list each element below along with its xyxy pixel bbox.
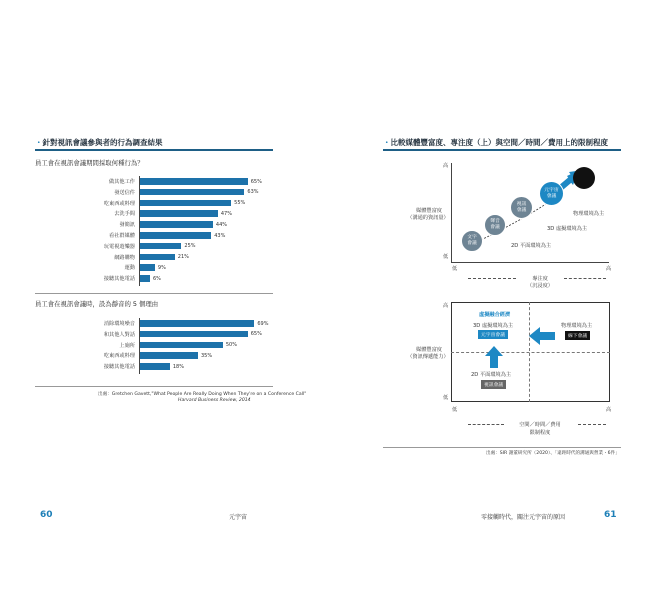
text-meeting-label: 文字 會議 bbox=[467, 235, 477, 246]
offline-meeting-box: 線下會議 bbox=[565, 331, 590, 340]
chart2-question: 員工會在視訊會議時，設為靜音的 5 個理由 bbox=[35, 300, 159, 308]
right-source-divider bbox=[383, 447, 621, 448]
chart1-bar bbox=[140, 243, 181, 250]
bottom-x-low: 低 bbox=[452, 407, 458, 413]
left-source-line1: 出處：Gretchen Gavett,"What People Are Really Doing When They're on a Conference Call" bbox=[98, 392, 307, 397]
chart2-bar bbox=[140, 342, 223, 349]
chart1-bar bbox=[140, 221, 213, 228]
chart1-category-label: 看社群媒體 bbox=[109, 233, 135, 239]
chart1-value-label: 47% bbox=[220, 210, 232, 217]
chart1-category-label: 去洗手間 bbox=[114, 211, 135, 218]
top-x-label-2: （沉浸度） bbox=[527, 283, 553, 289]
metaverse-meeting-box: 元宇宙會議 bbox=[478, 330, 508, 339]
bottom-x-label-2: 限制程度 bbox=[529, 430, 551, 436]
env-3d-label: 3D 虛擬環境為主 bbox=[473, 323, 514, 329]
left-source-line2: Harvard Business Review, 2014 bbox=[178, 398, 251, 403]
right-section-title-text: 比較媒體豐富度、專注度（上）與空間／時間／費用上的限制程度 bbox=[390, 138, 608, 147]
annot-3d: 3D 虛擬環境為主 bbox=[547, 226, 588, 232]
chart1-category-label: 發送信件 bbox=[114, 189, 135, 196]
top-x-arrow-left bbox=[468, 278, 516, 279]
chart1-bar bbox=[140, 275, 150, 282]
top-y-high: 高 bbox=[443, 163, 449, 169]
bottom-y-label-1: 媒體豐富度 bbox=[416, 347, 442, 353]
top-y-low: 低 bbox=[443, 254, 449, 260]
video-meeting-box: 視訊會議 bbox=[481, 380, 506, 389]
top-x-arrow-right bbox=[564, 278, 606, 279]
chart1-category-label: 運動 bbox=[124, 265, 135, 272]
chart1-value-label: 65% bbox=[250, 178, 262, 185]
right-title-rule bbox=[383, 149, 621, 151]
annot-2d: 2D 平面環境為主 bbox=[511, 243, 552, 249]
chart1-value-label: 63% bbox=[247, 189, 259, 196]
chart1-category-label: 玩電視遊樂器 bbox=[103, 243, 135, 250]
metaverse-meeting-label: 元宇宙 會議 bbox=[544, 187, 559, 199]
annot-physical: 物理環境為主 bbox=[573, 211, 605, 217]
right-section-title: ・比較媒體豐富度、專注度（上）與空間／時間／費用上的限制程度 bbox=[383, 138, 608, 147]
voice-meeting-circle bbox=[484, 214, 506, 236]
bottom-x-arrow-right bbox=[578, 424, 606, 425]
top-x-low: 低 bbox=[452, 266, 458, 272]
chart2-bar bbox=[140, 320, 254, 327]
chart1-bar bbox=[140, 210, 218, 217]
chart1-value-label: 6% bbox=[152, 275, 161, 282]
chart-divider bbox=[35, 293, 273, 294]
voice-meeting-label: 聲音 會議 bbox=[490, 219, 500, 230]
source-divider bbox=[35, 386, 273, 387]
bottom-x-high: 高 bbox=[606, 407, 612, 413]
left-page-number: 60 bbox=[40, 510, 53, 520]
chart1-bar bbox=[140, 254, 175, 261]
chart1-value-label: 21% bbox=[177, 254, 189, 261]
chart1-bar bbox=[140, 264, 155, 271]
chart1-category-label: 做其他工作 bbox=[109, 179, 135, 185]
chart1-value-label: 43% bbox=[214, 232, 226, 239]
top-y-label-1: 媒體豐富度 bbox=[416, 208, 442, 214]
right-footer-title: 零接觸時代，關注元宇宙的原因 bbox=[481, 514, 566, 521]
chart2-value-label: 50% bbox=[225, 342, 237, 349]
video-meeting-label: 視訊 會議 bbox=[516, 201, 527, 213]
chart1-value-label: 55% bbox=[234, 200, 246, 207]
chart2-category-label: 和其他人對話 bbox=[103, 331, 135, 338]
top-x-high: 高 bbox=[606, 266, 612, 272]
chart1-bar bbox=[140, 189, 244, 196]
bottom-y-high: 高 bbox=[443, 303, 449, 309]
chart2-value-label: 65% bbox=[250, 331, 262, 338]
chart1-bar bbox=[140, 178, 248, 185]
env-2d-label: 2D 平面環境為主 bbox=[471, 372, 512, 378]
left-title-rule bbox=[35, 149, 273, 151]
chart2-category-label: 上廁所 bbox=[119, 342, 135, 349]
bottom-y-low: 低 bbox=[443, 395, 449, 401]
chart1-bar bbox=[140, 200, 231, 207]
chart2-value-label: 35% bbox=[201, 352, 213, 359]
physical-meeting-circle bbox=[573, 167, 595, 189]
bottom-x-label-1: 空間／時間／費用 bbox=[519, 422, 561, 428]
chart1-bar bbox=[140, 232, 211, 239]
up-arrow-icon bbox=[484, 345, 504, 369]
bottom-y-label-2: （資訊傳遞能力） bbox=[407, 354, 449, 360]
top-y-label-2: （溝通的資訊量） bbox=[407, 215, 449, 221]
quadrant-hline bbox=[451, 352, 610, 353]
chart2-bar bbox=[140, 363, 170, 370]
left-section-title: ・針對視訊會議參與者的行為調查結果 bbox=[35, 138, 163, 147]
text-meeting-circle bbox=[461, 230, 483, 252]
chart1-question: 員工會在視訊會議期間採取何種行為？ bbox=[35, 159, 144, 167]
right-source: 出處：SIR 謝董研究所（2020）、「遠距時代的溝通與營業・6件」 bbox=[486, 451, 620, 456]
metaverse-meeting-circle bbox=[539, 181, 564, 206]
left-footer-title: 元宇宙 bbox=[229, 514, 248, 521]
chart2-category-label: 消除環境噪音 bbox=[103, 321, 135, 327]
chart1-category-label: 網路購物 bbox=[114, 254, 135, 261]
top-x-label-1: 專注度 bbox=[532, 276, 548, 282]
chart2-category-label: 吃東西或料理 bbox=[103, 353, 135, 360]
left-section-title-text: 針對視訊會議參與者的行為調查結果 bbox=[42, 138, 163, 147]
chart1-category-label: 發簡訊 bbox=[119, 222, 135, 229]
virtual-fusion-title: 虛擬融合經濟 bbox=[479, 312, 511, 318]
chart2-value-label: 18% bbox=[172, 363, 184, 370]
chart1-category-label: 吃東西或料理 bbox=[103, 200, 135, 207]
chart2-bar bbox=[140, 331, 248, 338]
chart1-value-label: 9% bbox=[157, 264, 166, 271]
chart2-value-label: 69% bbox=[257, 320, 269, 327]
right-page-number: 61 bbox=[604, 510, 617, 520]
chart1-value-label: 44% bbox=[215, 221, 228, 228]
video-meeting-circle bbox=[510, 196, 533, 219]
bottom-x-arrow-left bbox=[468, 424, 504, 425]
chart2-category-label: 接聽其他電話 bbox=[103, 364, 135, 371]
chart2-bar bbox=[140, 352, 198, 359]
env-physical-label: 物理環境為主 bbox=[561, 323, 593, 329]
chart1-value-label: 25% bbox=[184, 243, 196, 250]
left-arrow-icon bbox=[527, 326, 557, 346]
chart1-category-label: 接聽其他電話 bbox=[103, 276, 135, 283]
